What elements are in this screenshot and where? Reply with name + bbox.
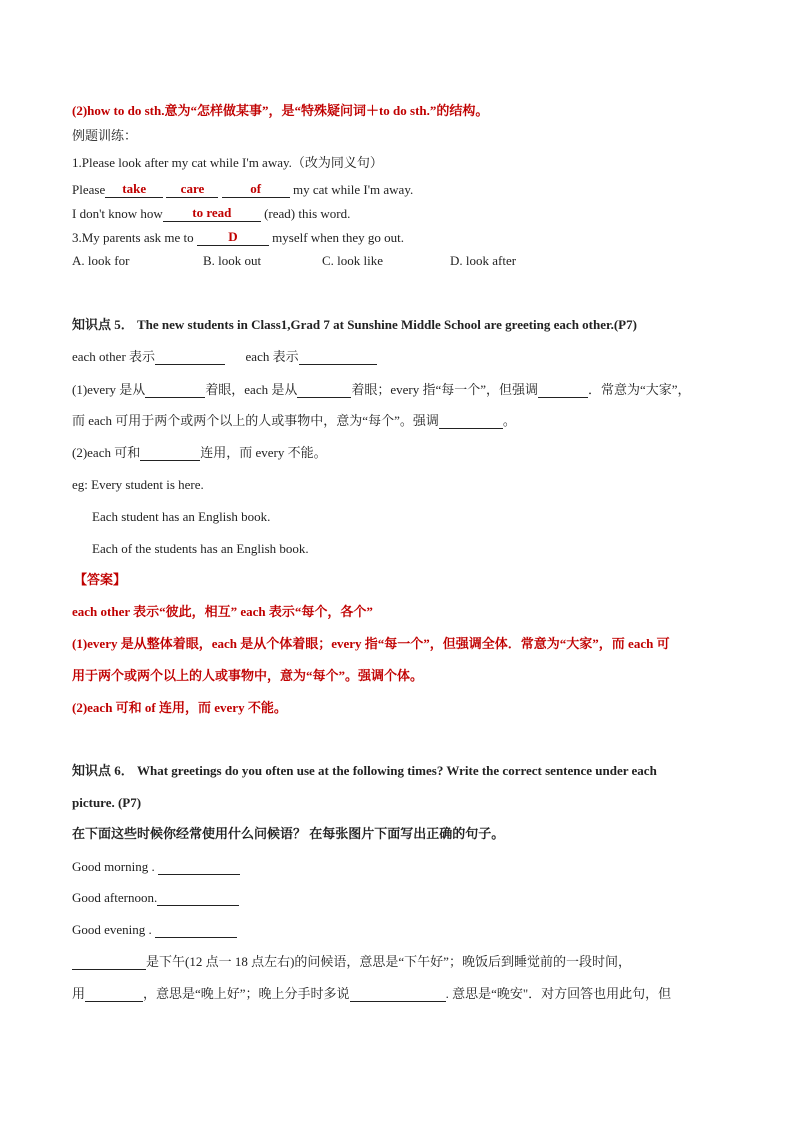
p2-blank (140, 447, 200, 461)
p1-c: 着眼；every 指“每一个”，但强调 (351, 382, 539, 397)
point-2 (72, 445, 327, 461)
exp2-c: . 意思是“晚安"．对方回答也用此句，但 (445, 986, 672, 1001)
q1-blank-3: of (222, 181, 290, 198)
q2-blank: to read (163, 205, 261, 222)
q3-prefix: 3.My parents ask me to (72, 230, 194, 245)
exp2-a: 用 (72, 986, 86, 1001)
example-1: eg: Every student is here. (72, 477, 204, 492)
q1-blank-1: take (105, 181, 163, 198)
q2-prefix: I don't know how (72, 206, 163, 221)
p1-d: ．常意为“大家”， (588, 382, 691, 397)
greeting-1-blank (158, 861, 240, 875)
each-other-blank (155, 351, 225, 365)
question-3 (72, 229, 404, 246)
option-a: A. look for (72, 253, 130, 268)
section-6-title-1: 知识点 6． What greetings do you often use at the following times? Write the correct sentence under each (72, 763, 657, 778)
p1-blank-4 (439, 415, 503, 429)
option-d: D. look after (450, 253, 517, 268)
exp-blank-1 (72, 956, 146, 970)
section-6-title-2: picture. (P7) (72, 795, 142, 810)
p1-b: 着眼，each 是从 (205, 382, 298, 397)
q3-suffix: myself when they go out. (272, 230, 404, 245)
explanation-2 (72, 986, 671, 1002)
how-to-note: (2)how to do sth.意为“怎样做某事”，是“特殊疑问词＋to do sth.”的结构。 (72, 103, 489, 118)
exp2-b: ，意思是“晚上好”；晚上分手时多说 (143, 986, 350, 1001)
example-3: Each of the students has an English book. (92, 541, 309, 556)
q1-suffix: my cat while I'm away. (292, 182, 414, 197)
p1-f: 。 (502, 413, 516, 428)
q1-prefix: Please (72, 182, 106, 197)
greeting-1 (72, 859, 240, 875)
option-b: B. look out (203, 253, 262, 268)
point-1-line-2 (72, 413, 516, 429)
greeting-2-text: Good afternoon. (72, 890, 158, 905)
question-1: 1.Please look after my cat while I'm away.（改为同义句） (72, 155, 383, 170)
question-2 (72, 205, 350, 222)
each-other-line (72, 349, 377, 365)
p1-blank-2 (297, 384, 351, 398)
answer-1: each other 表示“彼此，相互” each 表示“每个，各个” (72, 604, 373, 619)
each-label: each 表示 (245, 349, 299, 364)
p1-blank-1 (145, 384, 205, 398)
greeting-3-text: Good evening . (72, 922, 152, 937)
greeting-1-text: Good morning . (72, 859, 155, 874)
answer-label: 【答案】 (74, 572, 127, 587)
each-other-label: each other 表示 (72, 349, 156, 364)
exp-blank-3 (350, 988, 446, 1002)
point-1-line-1 (72, 382, 691, 398)
greeting-3-blank (155, 924, 237, 938)
q3-blank: D (197, 229, 269, 246)
q1-blank-2: care (166, 181, 218, 198)
greeting-3 (72, 922, 237, 938)
option-c: C. look like (322, 253, 384, 268)
greeting-2-blank (157, 892, 239, 906)
each-blank (299, 351, 377, 365)
q2-suffix: (read) this word. (264, 206, 351, 221)
exp1-text: 是下午(12 点一 18 点左右)的问候语，意思是“下午好”；晚饭后到睡觉前的一段时间， (146, 954, 631, 969)
example-2: Each student has an English book. (92, 509, 271, 524)
explanation-1 (72, 954, 631, 970)
p1-blank-3 (538, 384, 588, 398)
p1-a: (1)every 是从 (72, 382, 146, 397)
section-6-instruction: 在下面这些时候你经常使用什么问候语？ 在每张图片下面写出正确的句子。 (72, 826, 505, 841)
p2-a: (2)each 可和 (72, 445, 141, 460)
p1-e: 而 each 可用于两个或两个以上的人或事物中，意为“每个”。强调 (72, 413, 439, 428)
question-1-answer (72, 181, 413, 198)
greeting-2 (72, 890, 239, 906)
exp-blank-2 (85, 988, 143, 1002)
answer-2: (1)every 是从整体着眼，each 是从个体着眼；every 指“每一个”，但强调全体．常意为“大家”，而 each 可 (72, 636, 670, 651)
section-5-title: 知识点 5． The new students in Class1,Grad 7 at Sunshine Middle School are greeting each other.(P7) (72, 317, 637, 332)
answer-3: 用于两个或两个以上的人或事物中，意为“每个”。强调个体。 (72, 668, 424, 683)
practice-label: 例题训练： (72, 128, 138, 143)
p2-b: 连用，而 every 不能。 (200, 445, 327, 460)
answer-4: (2)each 可和 of 连用，而 every 不能。 (72, 700, 287, 715)
